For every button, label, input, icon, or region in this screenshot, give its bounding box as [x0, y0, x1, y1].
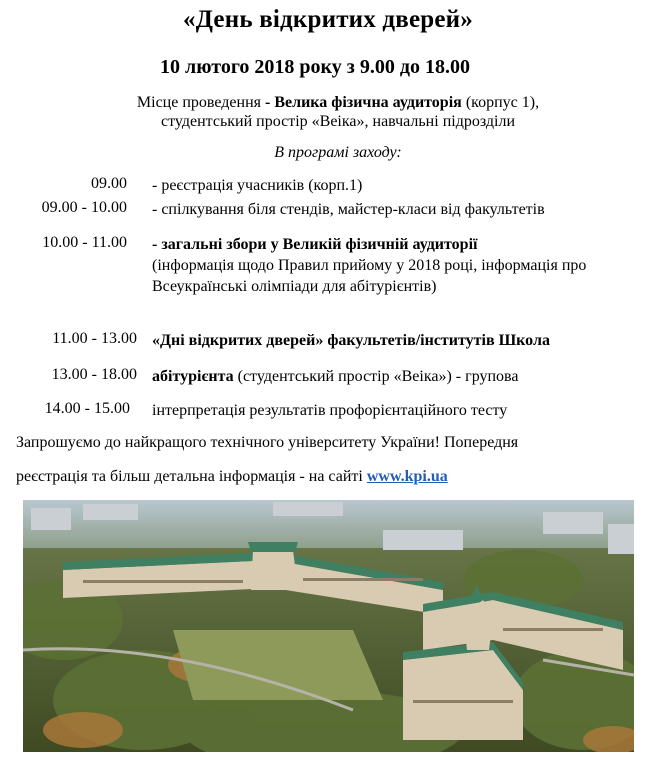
venue-hall: - Велика фізична аудиторія [264, 94, 462, 111]
venue-suffix: (корпус 1), [461, 94, 540, 111]
invitation-line-2 [16, 468, 646, 486]
venue-line-2: студентський простір «Веіка», навчальні підрозділи [160, 113, 515, 130]
venue-prefix: Місце проведення [136, 94, 265, 111]
venue [0, 93, 656, 131]
campus-aerial-photo [23, 500, 634, 752]
event-date: 10 лютого 2018 року з 9.00 до 18.00 [160, 56, 470, 78]
schedule-desc: інтерпретація результатів профорієнтаційного тесту [152, 402, 508, 419]
schedule-desc-bold: абітурієнта [152, 368, 234, 385]
invitation-text: реєстрація та більш детальна інформація - на сайті [16, 468, 367, 485]
schedule-time: 11.00 - 13.00 [52, 330, 137, 347]
schedule-time: 10.00 - 11.00 [42, 234, 127, 251]
website-link[interactable]: www.kpi.ua [366, 468, 448, 485]
schedule-desc-detail: (інформація щодо Правил прийому у 2018 році, інформація про Всеукраїнські олімпіади для абітурієнтів) [152, 257, 587, 295]
page-title: «День відкритих дверей» [183, 6, 473, 33]
schedule-desc: «Дні відкритих дверей» факультетів/інститутів Школа [152, 332, 550, 349]
schedule-time: 13.00 - 18.00 [51, 366, 137, 383]
venue-line-1 [0, 93, 656, 112]
schedule-desc: - спілкування біля стендів, майстер-класи від факультетів [152, 201, 545, 218]
schedule-desc-bold: - загальні збори у Великій фізичній аудиторії [152, 236, 478, 253]
program-intro: В програмі заходу: [274, 144, 402, 161]
schedule-desc: - реєстрація учасників (корп.1) [152, 177, 363, 194]
schedule-desc [152, 234, 652, 297]
schedule-time: 14.00 - 15.00 [44, 400, 130, 417]
schedule-time: 09.00 [91, 175, 127, 192]
schedule-time: 09.00 - 10.00 [41, 199, 127, 216]
schedule-desc-detail: (студентський простір «Веіка») - групова [233, 368, 519, 385]
schedule-desc [152, 366, 652, 387]
invitation-line-1: Запрошуємо до найкращого технічного університету України! Попередня [16, 434, 519, 451]
